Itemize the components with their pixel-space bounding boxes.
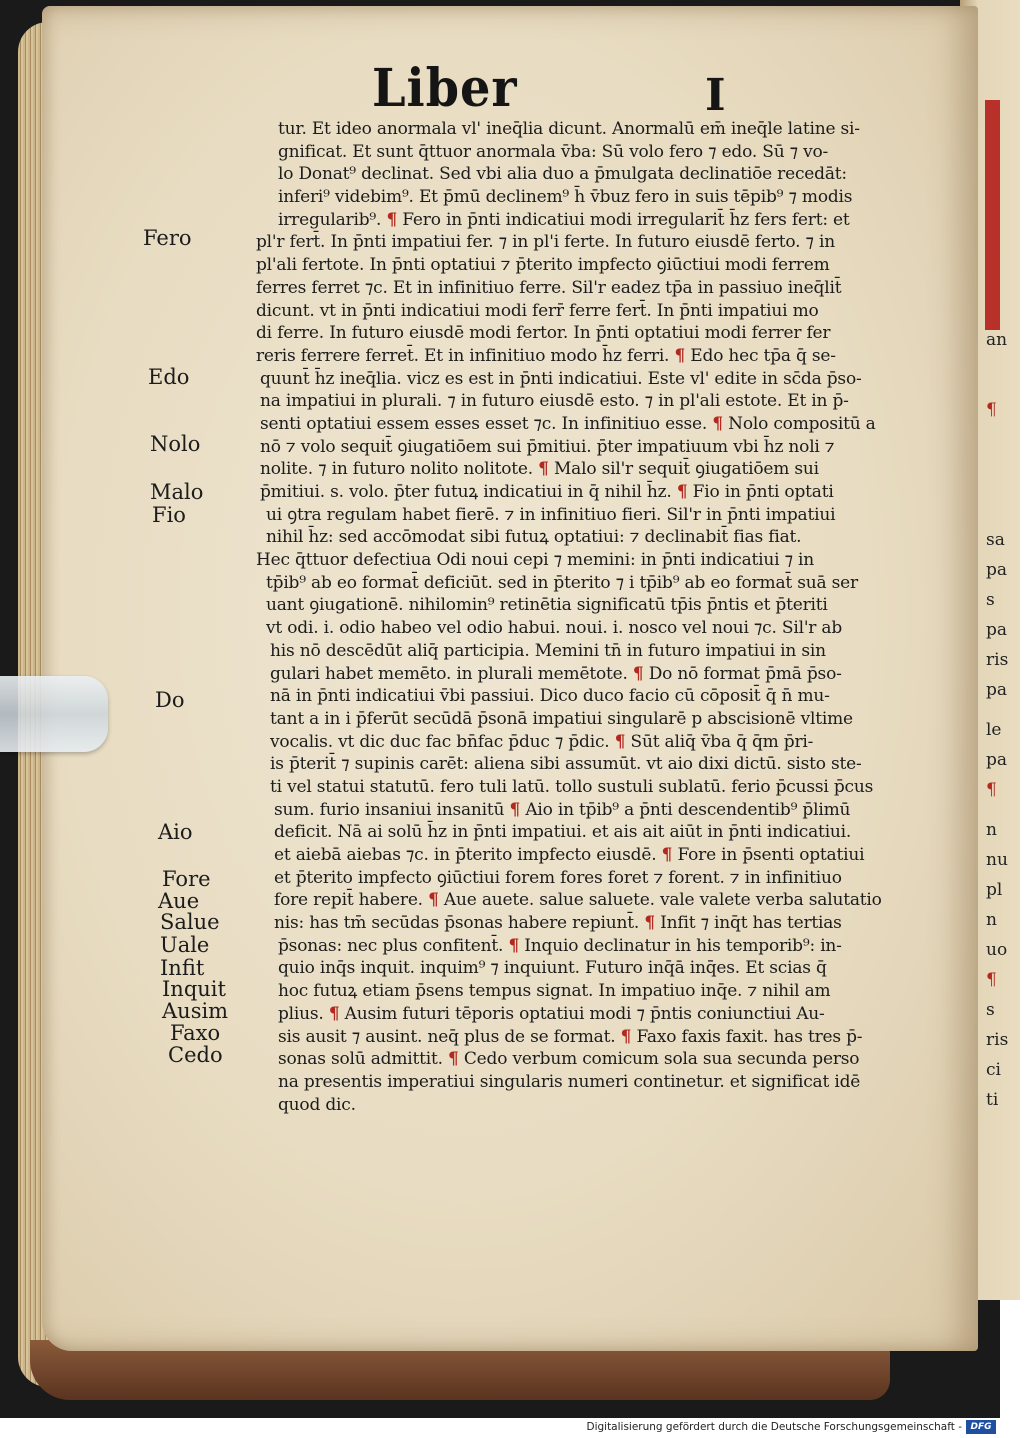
text-line: vocalis. vt dic duc fac bn̄fac p̄duc ⁊ p̄dic. ¶ Sūt aliq̄ v̄ba q̄ q̄m p̄ri- <box>270 731 814 752</box>
text-line: sis ausit ⁊ ausint. neq̄ plus de se format. ¶ Faxo faxis faxit. has tres p̄- <box>278 1026 863 1047</box>
facing-page-fragment: n <box>986 820 997 840</box>
dfg-logo: DFG <box>966 1420 996 1434</box>
folio-number: I <box>705 70 726 121</box>
facing-page-fragment: s <box>986 1000 995 1020</box>
text-line: na presentis imperatiui singularis numeri continetur. et significat idē <box>278 1071 861 1092</box>
text-line: senti optatiui essem esses esset ⁊c. In infinitiuo esse. ¶ Nolo compositū a <box>260 413 876 434</box>
paragraph-mark: ¶ <box>712 413 723 434</box>
paragraph-mark: ¶ <box>661 845 673 865</box>
paragraph-mark: ¶ <box>448 1049 459 1070</box>
text-line: inferi⁹ videbim⁹. Et p̄mū declinem⁹ h̄ v̄buz fero in suis tēpib⁹ ⁊ modis <box>278 187 853 208</box>
margin-note: Malo <box>150 480 204 504</box>
facing-page-fragment: nu <box>986 850 1008 870</box>
text-line: fore repit̄ habere. ¶ Aue auete. salue saluete. vale valete verba salutatio <box>274 890 882 911</box>
text-line: tur. Et ideo anormala vl' ineq̄lia dicunt. Anormalū em̄ ineq̄le latine si- <box>278 119 860 139</box>
margin-note: Fero <box>143 226 192 250</box>
facing-page-fragment: ris <box>986 650 1009 670</box>
text-line: et aiebā aiebas ⁊c. in p̄terito impfecto eiusdē. ¶ Fore in p̄senti optatiui <box>274 845 865 865</box>
paragraph-mark: ¶ <box>386 209 398 230</box>
text-line: gulari habet memēto. in plurali memētote. ¶ Do nō format p̄mā p̄so- <box>270 663 842 684</box>
paragraph-mark: ¶ <box>509 799 521 820</box>
margin-note: Fio <box>152 503 186 527</box>
facing-page-fragment: le <box>986 720 1002 740</box>
facing-page-fragment: ¶ <box>986 400 997 420</box>
text-line: ui ꝯtra regulam habet fierē. ⁊ in infinitiuo fieri. Sil'r in p̄nti impatiui <box>266 504 836 525</box>
text-line: tp̄ib⁹ ab eo format̄ deficiūt. sed in p̄terito ⁊ i tp̄ib⁹ ab eo format̄ suā ser <box>266 572 858 593</box>
text-line: deficit. Nā ai solū h̄z in p̄nti impatiui. et ais ait aiūt in p̄nti indicatiui. <box>274 822 852 843</box>
text-line: uant ꝯiugationē. nihilomin⁹ retinētia significatū tp̄is p̄ntis et p̄teriti <box>266 595 828 616</box>
paragraph-mark: ¶ <box>508 935 520 956</box>
text-line: hoc futuꝝ etiam p̄sens tempus signat. In impatiuo inq̄e. ⁊ nihil am <box>278 981 831 1002</box>
paragraph-mark: ¶ <box>538 459 549 480</box>
text-line: nihil h̄z: sed accōmodat sibi futuꝝ optatiui: ⁊ declinabit̄ fias fiat. <box>266 527 802 548</box>
facing-page-fragment: pa <box>986 560 1008 580</box>
facing-page-fragment: ¶ <box>986 970 997 990</box>
facing-page-fragment: an <box>986 330 1008 350</box>
facing-page-fragment: ris <box>986 1030 1009 1050</box>
margin-note: Salue <box>160 910 220 934</box>
facing-page-rubric <box>985 100 1000 330</box>
running-title: Liber <box>372 58 518 119</box>
margin-note: Cedo <box>168 1043 223 1067</box>
text-line: vt odi. i. odio habeo vel odio habui. noui. i. nosco vel noui ⁊c. Sil'r ab <box>266 618 843 639</box>
text-line: tant a in i p̄ferūt secūdā p̄sonā impatiui singularē p abscisionē vltime <box>270 708 853 729</box>
text-line: reris ferrere ferret̄. Et in infinitiuo modo h̄z ferri. ¶ Edo hec tp̄a q̄ se- <box>256 345 836 366</box>
text-line: sonas solū admittit. ¶ Cedo verbum comicum sola sua secunda perso <box>278 1049 860 1070</box>
text-line: p̄mitiui. s. volo. p̄ter futuꝝ indicatiui in q̄ nihil h̄z. ¶ Fio in p̄nti optati <box>260 482 834 502</box>
text-line: nolite. ⁊ in futuro nolito nolitote. ¶ Malo sil'r sequit̄ ꝯiugatiōem sui <box>260 459 819 480</box>
text-line: is p̄terit̄ ⁊ supinis carēt: aliena sibi assumūt. vt aio dixi dictū. sisto ste- <box>270 754 862 775</box>
text-line: p̄sonas: nec plus confitent̄. ¶ Inquio declinatur in his temporib⁹: in- <box>278 935 842 956</box>
text-line: quod dic. <box>278 1094 356 1115</box>
facing-page-fragment: ¶ <box>986 780 997 800</box>
text-line: pl'r fert̄. In p̄nti impatiui fer. ⁊ in pl'i ferte. In futuro eiusdē ferto. ⁊ in <box>256 232 835 253</box>
paragraph-mark: ¶ <box>644 913 655 934</box>
margin-note: Uale <box>160 933 210 957</box>
text-line: ti vel statui statutū. fero tuli latū. tollo sustuli sublatū. ferio p̄cussi p̄cus <box>270 776 874 797</box>
text-line: na impatiui in plurali. ⁊ in futuro eiusdē esto. ⁊ in pl'ali estote. Et in p̄- <box>260 391 849 412</box>
text-line: his nō descēdūt aliq̄ participia. Memini tn̄ in futuro impatiui in sin <box>270 640 826 661</box>
facing-page-fragment: s <box>986 590 995 610</box>
facing-page-fragment: ci <box>986 1060 1001 1080</box>
text-line: quio inq̄s inquit. inquim⁹ ⁊ inquiunt. Futuro inq̄ā inq̄es. Et scias q̄ <box>278 958 827 979</box>
margin-note: Ausim <box>162 999 229 1023</box>
facing-page-fragment: n <box>986 910 997 930</box>
text-line: irregularib⁹. ¶ Fero in p̄nti indicatiui modi irregularit̄ h̄z fers fert: et <box>278 209 850 230</box>
text-line: nis: has tm̄ secūdas p̄sonas habere repiunt̄. ¶ Infit ⁊ inq̄t has tertias <box>274 913 842 934</box>
margin-note: Inquit <box>162 977 226 1001</box>
paragraph-mark: ¶ <box>674 345 686 366</box>
text-line: et p̄terito impfecto ꝯiūctiui forem fores foret ⁊ forent. ⁊ in infinitiuo <box>274 867 842 888</box>
text-line: lo Donat⁹ declinat. Sed vbi alia duo a p̄mulgata declinatiōe recedāt: <box>278 164 847 185</box>
margin-note: Aue <box>158 889 200 913</box>
margin-note: Do <box>155 688 185 712</box>
text-line: pl'ali fertote. In p̄nti optatiui ⁊ p̄terito impfecto ꝯiūctiui modi ferrem <box>256 255 830 276</box>
page-holder-strip <box>0 676 108 752</box>
margin-note: Infit <box>160 956 205 980</box>
footer-bar <box>0 1418 1000 1438</box>
text-line: quunt̄ h̄z ineq̄lia. vicz es est in p̄nti indicatiui. Este vl' edite in sc̄da p̄so- <box>260 368 862 389</box>
main-text-block <box>250 118 890 1116</box>
text-line: nō ⁊ volo sequit̄ ꝯiugatiōem sui p̄mitiui. p̄ter impatiuum vbi h̄z noli ⁊ <box>260 436 835 457</box>
facing-page-fragment: ti <box>986 1090 999 1110</box>
facing-page-fragment: pa <box>986 750 1008 770</box>
paragraph-mark: ¶ <box>614 731 626 752</box>
facing-page-fragment: pa <box>986 620 1008 640</box>
facing-page-fragment: pl <box>986 880 1003 900</box>
text-line: Hec q̄ttuor defectiua Odi noui cepi ⁊ memini: in p̄nti indicatiui ⁊ in <box>256 550 815 571</box>
facing-page-fragment: uo <box>986 940 1008 960</box>
margin-note: Aio <box>158 820 193 844</box>
text-line: di ferre. In futuro eiusdē modi fertor. In p̄nti optatiui modi ferrer fer <box>256 323 831 344</box>
text-line: plius. ¶ Ausim futuri tēporis optatiui modi ⁊ p̄ntis coniunctiui Au- <box>278 1003 825 1024</box>
facing-page-fragment: sa <box>986 530 1005 550</box>
text-line: nā in p̄nti indicatiui v̄bi passiui. Dico duco facio cū cōposit̄ q̄ n̄ mu- <box>270 686 830 707</box>
text-line: dicunt. vt in p̄nti indicatiui modi ferr̄ ferre fert̄. In p̄nti impatiui mo <box>256 300 819 321</box>
paragraph-mark: ¶ <box>328 1003 340 1024</box>
paragraph-mark: ¶ <box>428 890 439 911</box>
margin-note: Edo <box>148 365 190 389</box>
paragraph-mark: ¶ <box>620 1026 632 1047</box>
margin-note: Fore <box>162 867 211 891</box>
paragraph-mark: ¶ <box>632 663 644 684</box>
margin-note: Nolo <box>150 432 201 456</box>
margin-note: Faxo <box>170 1021 221 1045</box>
funding-credit: Digitalisierung gefördert durch die Deutsche Forschungsgemeinschaft - <box>586 1421 962 1433</box>
facing-page-fragment: pa <box>986 680 1008 700</box>
paragraph-mark: ¶ <box>676 482 688 502</box>
text-line: sum. furio insaniui insanitū ¶ Aio in tp̄ib⁹ a p̄nti descendentib⁹ p̄limū <box>274 799 851 820</box>
text-line: ferres ferret ⁊c. Et in infinitiuo ferre. Sil'r eadez tp̄a in passiuo ineq̄lit̄ <box>256 277 842 298</box>
text-line: gnificat. Et sunt q̄ttuor anormala v̄ba: Sū volo fero ⁊ edo. Sū ⁊ vo- <box>278 141 829 162</box>
